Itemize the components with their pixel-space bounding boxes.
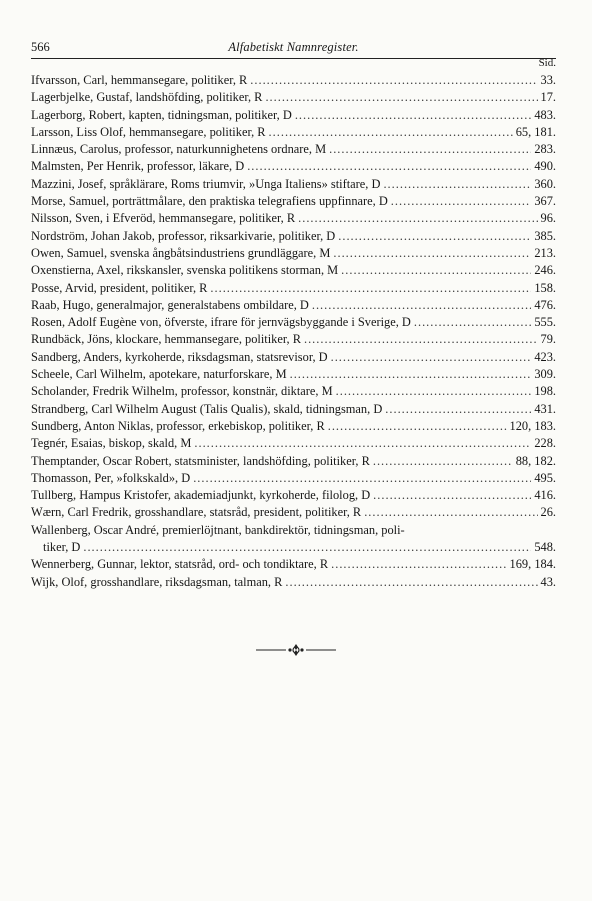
dot-leader	[83, 539, 531, 556]
page-reference: 385.	[534, 228, 556, 243]
register-entry	[31, 453, 556, 470]
register-entry	[31, 297, 556, 314]
dot-leader	[285, 574, 537, 591]
register-entry	[31, 418, 556, 435]
entry-text: Sundberg, Anton Niklas, professor, erkebiskop, politiker, R	[31, 418, 325, 433]
entry-text: Rundbäck, Jöns, klockare, hemmansegare, politiker, R	[31, 332, 301, 347]
entry-text: Morse, Samuel, porträttmålare, den praktiska telegrafiens uppfinnare, D	[31, 194, 388, 209]
register-entry	[31, 435, 556, 452]
register-entry	[31, 522, 556, 557]
entry-text: Scholander, Fredrik Wilhelm, professor, konstnär, diktare, M	[31, 384, 333, 399]
entry-text: Wallenberg, Oscar André, premierlöjtnant, bankdirektör, tidningsman, poli-	[31, 522, 405, 537]
register-entry	[31, 401, 556, 418]
page-reference: 96.	[540, 211, 556, 226]
dot-leader	[385, 401, 531, 418]
entry-text: Owen, Samuel, svenska ångbåtsindustriens grundläggare, M	[31, 245, 331, 260]
register-entry	[31, 470, 556, 487]
register-entry	[31, 366, 556, 383]
register-entry	[31, 487, 556, 504]
register-entry	[31, 228, 556, 245]
entry-text: Themptander, Oscar Robert, statsminister, landshöfding, politiker, R	[31, 453, 370, 468]
page-reference: 283.	[534, 142, 556, 157]
dot-leader	[336, 383, 532, 400]
register-list	[31, 72, 556, 591]
page-reference: 43.	[540, 574, 556, 589]
register-entry	[31, 280, 556, 297]
register-entry	[31, 245, 556, 262]
entry-text: Ifvarsson, Carl, hemmansegare, politiker, R	[31, 73, 248, 87]
dot-leader	[331, 349, 532, 366]
dot-leader	[341, 262, 531, 279]
page-reference: 476.	[534, 297, 556, 312]
page-reference: 228.	[534, 436, 556, 451]
register-entry	[31, 158, 556, 175]
dot-leader	[210, 280, 531, 297]
register-entry	[31, 107, 556, 124]
register-entry	[31, 314, 556, 331]
page-reference: 483.	[534, 107, 556, 122]
register-entry	[31, 349, 556, 366]
page-column-label: Sid.	[538, 57, 556, 69]
entry-text: Thomasson, Per, »folkskald», D	[31, 470, 191, 485]
entry-text: Rosen, Adolf Eugène von, öfverste, ifrare för jernvägsbyggande i Sverige, D	[31, 315, 411, 330]
page-reference: 360.	[534, 176, 556, 191]
page-reference: 65, 181.	[515, 124, 556, 139]
page-reference: 213.	[534, 245, 556, 260]
page-reference: 88, 182.	[515, 453, 556, 468]
dot-leader	[331, 556, 506, 573]
dot-leader	[338, 228, 531, 245]
page-reference: 548.	[534, 540, 556, 555]
register-entry	[31, 89, 556, 106]
register-entry	[31, 331, 556, 348]
entry-text: Linnæus, Carolus, professor, naturkunnighetens ordnare, M	[31, 142, 327, 157]
page-reference: 555.	[534, 315, 556, 330]
page-reference: 431.	[534, 401, 556, 416]
entry-text: Nordström, Johan Jakob, professor, riksarkivarie, politiker, D	[31, 228, 336, 243]
entry-text: Larsson, Liss Olof, hemmansegare, politiker, R	[31, 124, 266, 139]
entry-continuation-text: tiker, D	[43, 540, 81, 555]
register-entry	[31, 574, 556, 591]
dot-leader	[391, 193, 532, 210]
dot-leader	[373, 487, 531, 504]
register-entry	[31, 556, 556, 573]
dot-leader	[247, 158, 531, 175]
entry-text: Oxenstierna, Axel, rikskansler, svenska politikens storman, M	[31, 263, 339, 278]
entry-text: Posse, Arvid, president, politiker, R	[31, 280, 208, 295]
register-entry	[31, 176, 556, 193]
dot-leader	[328, 418, 507, 435]
page-reference: 169, 184.	[509, 557, 556, 572]
page-reference: 26.	[540, 505, 556, 520]
register-entry	[31, 210, 556, 227]
entry-text: Scheele, Carl Wilhelm, apotekare, naturforskare, M	[31, 367, 287, 382]
register-entry	[31, 262, 556, 279]
dot-leader	[312, 297, 531, 314]
page-number: 566	[31, 40, 50, 54]
dot-leader	[265, 89, 537, 106]
entry-text: Tegnér, Esaias, biskop, skald, M	[31, 436, 192, 451]
page-reference: 309.	[534, 367, 556, 382]
register-entry	[31, 72, 556, 89]
dot-leader	[414, 314, 531, 331]
page-reference: 416.	[534, 488, 556, 503]
dot-leader	[333, 245, 531, 262]
ornament-divider	[256, 640, 336, 660]
page-reference: 198.	[534, 384, 556, 399]
dot-leader	[329, 141, 531, 158]
dot-leader	[290, 366, 532, 383]
page-reference: 120, 183.	[509, 418, 556, 433]
register-entry	[31, 193, 556, 210]
dot-leader	[194, 435, 531, 452]
page-reference: 246.	[534, 263, 556, 278]
page-header	[31, 40, 556, 58]
dot-leader	[383, 176, 531, 193]
page-reference: 495.	[534, 470, 556, 485]
page-reference: 33.	[540, 73, 556, 87]
entry-text: Mazzini, Josef, språklärare, Roms triumvir, »Unga Italiens» stiftare, D	[31, 176, 381, 191]
dot-leader	[298, 210, 537, 227]
register-entry	[31, 124, 556, 141]
entry-text: Malmsten, Per Henrik, professor, läkare, D	[31, 159, 245, 174]
entry-continuation-line	[31, 539, 556, 556]
entry-text: Wærn, Carl Fredrik, grosshandlare, statsråd, president, politiker, R	[31, 505, 362, 520]
register-entry	[31, 383, 556, 400]
register-entry	[31, 141, 556, 158]
entry-text: Lagerbjelke, Gustaf, landshöfding, politiker, R	[31, 90, 263, 105]
entry-text: Wennerberg, Gunnar, lektor, statsråd, ord- och tondiktare, R	[31, 557, 329, 572]
dot-leader	[304, 331, 538, 348]
page-reference: 490.	[534, 159, 556, 174]
page-reference: 17.	[540, 90, 556, 105]
dot-leader	[364, 504, 537, 521]
entry-text: Tullberg, Hampus Kristofer, akademiadjunkt, kyrkoherde, filolog, D	[31, 488, 371, 503]
dot-leader	[373, 453, 513, 470]
dot-leader	[193, 470, 531, 487]
entry-text: Sandberg, Anders, kyrkoherde, riksdagsman, statsrevisor, D	[31, 349, 328, 364]
entry-text: Nilsson, Sven, i Efveröd, hemmansegare, politiker, R	[31, 211, 296, 226]
register-entry	[31, 504, 556, 521]
dot-leader	[295, 107, 532, 124]
page-reference: 423.	[534, 349, 556, 364]
entry-text: Wijk, Olof, grosshandlare, riksdagsman, talman, R	[31, 574, 283, 589]
dot-leader	[269, 124, 513, 141]
page-reference: 158.	[534, 280, 556, 295]
header-rule	[31, 58, 556, 59]
page-reference: 79.	[540, 332, 556, 347]
entry-text: Strandberg, Carl Wilhelm August (Talis Qualis), skald, tidningsman, D	[31, 401, 383, 416]
dot-leader	[250, 72, 537, 89]
entry-text: Lagerborg, Robert, kapten, tidningsman, politiker, D	[31, 107, 292, 122]
running-head: Alfabetiskt Namnregister.	[228, 40, 359, 54]
entry-text: Raab, Hugo, generalmajor, generalstabens ombildare, D	[31, 297, 309, 312]
page-reference: 367.	[534, 194, 556, 209]
